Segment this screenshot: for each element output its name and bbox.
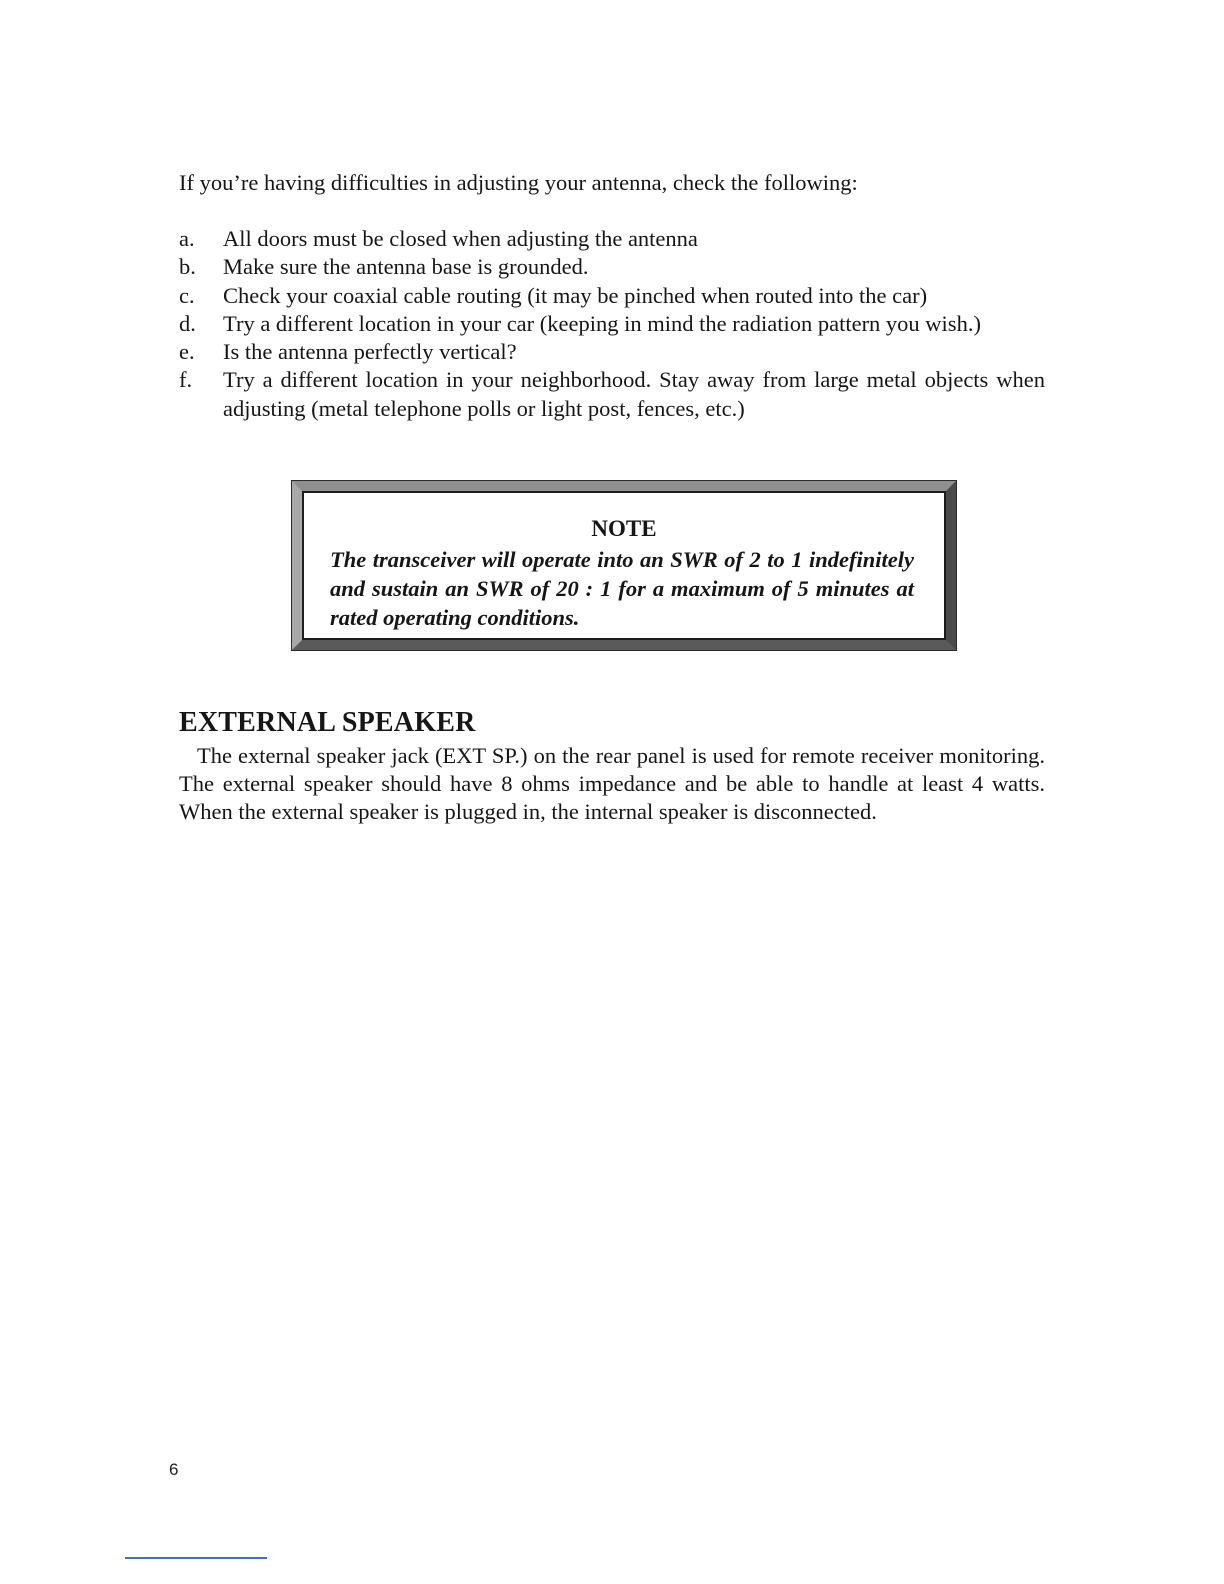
page-number: 6 — [169, 1460, 179, 1479]
scan-underline-mark — [125, 1557, 267, 1559]
checklist-text: Check your coaxial cable routing (it may be pinched when routed into the car) — [223, 282, 928, 308]
checklist-letter: e. — [179, 339, 195, 365]
checklist-text: Try a different location in your neighborhood. Stay away from large metal objects when adjusting (metal telephone polls or light post, fences, etc.) — [223, 367, 1045, 421]
section-body-external-speaker: The external speaker jack (EXT SP.) on the rear panel is used for remote receiver monitoring. The external speaker should have 8 ohms impedance and be able to handle at least 4 watts. When the external speaker is plugged in, the internal speaker is disconnected. — [179, 743, 1045, 825]
checklist-letter: a. — [179, 226, 195, 251]
note-box — [291, 480, 957, 651]
checklist-text: Make sure the antenna base is grounded. — [223, 254, 589, 280]
checklist-item-a — [179, 225, 1059, 253]
note-title: NOTE — [591, 516, 657, 541]
intro-paragraph: If you’re having difficulties in adjusting your antenna, check the following: — [179, 170, 858, 195]
antenna-checklist — [179, 225, 1059, 423]
checklist-letter: f. — [179, 367, 193, 393]
checklist-item-b — [179, 253, 1059, 281]
section-heading-external-speaker: EXTERNAL SPEAKER — [179, 707, 476, 738]
checklist-letter: b. — [179, 254, 196, 280]
checklist-item-d — [179, 310, 1059, 338]
checklist-text: Try a different location in your car (keeping in mind the radiation pattern you wish.) — [223, 310, 981, 336]
note-body: The transceiver will operate into an SWR of 2 to 1 indefinitely and sustain an SWR of 20 : 1 for a maximum of 5 minutes at rated operating conditions. — [330, 547, 914, 630]
checklist-letter: d. — [179, 310, 196, 336]
checklist-letter: c. — [179, 282, 195, 308]
checklist-item-f — [179, 366, 1045, 423]
checklist-item-e — [179, 338, 1059, 366]
checklist-text: Is the antenna perfectly vertical? — [223, 339, 517, 365]
checklist-item-c — [179, 282, 1059, 310]
checklist-text: All doors must be closed when adjusting the antenna — [223, 226, 698, 251]
